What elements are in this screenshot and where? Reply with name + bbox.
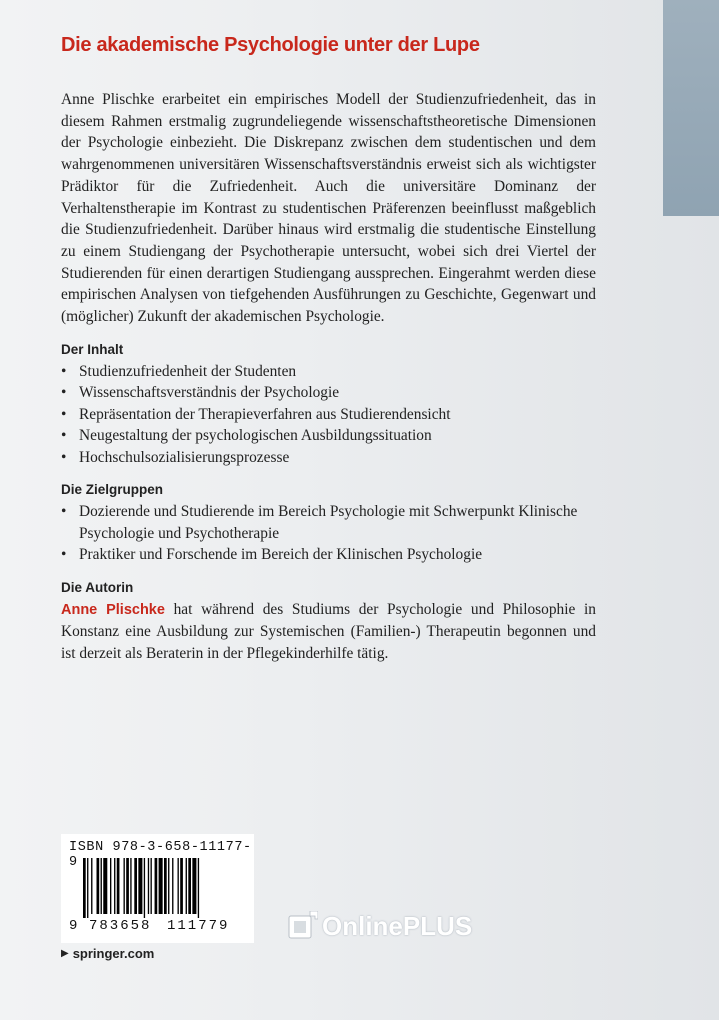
online-plus-icon	[288, 911, 318, 941]
barcode-digits	[61, 918, 254, 938]
list-item: • Studienzufriedenheit der Studenten	[61, 361, 596, 383]
section-heading-autorin: Die Autorin	[61, 579, 134, 595]
bullet-icon: •	[61, 427, 67, 445]
list-item: • Praktiker und Forschende im Bereich der Klinischen Psychologie	[61, 544, 596, 566]
inhalt-list	[61, 361, 596, 469]
list-item: • Repräsentation der Therapieverfahren aus Studierendensicht	[61, 404, 596, 426]
list-item: • Neugestaltung der psychologischen Ausbildungssituation	[61, 425, 596, 447]
springer-website-text: springer.com	[72, 946, 155, 961]
intro-paragraph: Anne Plischke erarbeitet ein empirisches Modell der Studienzufriedenheit, das in diesem Rahmen erstmalig zugrundeliegende wissenschaftstheoretische Dimensionen der Psychologie einbezieht. Die Diskrepanz zwischen dem studentischen und dem wahrgenommenen universitären Wissenschaftsverständnis erweist sich als wichtigster Prädiktor für die Zufriedenheit. Auch die universitäre Dominanz der Verhaltenstherapie im Kontrast zu studentischen Präferenzen beeinflusst maßgeblich die Studienzufriedenheit. Darüber hinaus wird erstmalig die studentische Einstellung zu einem Studiengang der Psychotherapie untersucht, wobei sich drei Viertel der Studierenden für einen derartigen Studiengang aussprechen. Eingerahmt werden diese empirischen Analysen von tiefgehenden Ausführungen zu Geschichte, Gegenwart und (möglicher) Zukunft der akademischen Psychologie.	[61, 91, 596, 326]
section-heading-inhalt: Der Inhalt	[61, 341, 124, 357]
bullet-icon: •	[61, 405, 67, 423]
barcode-digit-prefix: 9	[69, 918, 78, 934]
bullet-icon: •	[61, 384, 67, 402]
bullet-icon: •	[61, 503, 67, 521]
online-plus-word: Online	[322, 910, 403, 941]
online-plus-logo	[288, 908, 472, 944]
isbn-label: ISBN 978-3-658-11177-9	[69, 840, 252, 870]
barcode-digits-right: 111779	[167, 918, 230, 934]
bullet-icon: •	[61, 448, 67, 466]
author-paragraph	[61, 599, 596, 665]
author-name: Anne Plischke	[61, 601, 165, 618]
arrow-right-icon: ▶	[61, 948, 69, 959]
list-item: • Dozierende und Studierende im Bereich Psychologie mit Schwerpunkt Klinische Psychologie und Psychotherapie	[61, 503, 578, 542]
list-item: • Wissenschaftsverständnis der Psychologie	[61, 382, 596, 404]
bullet-icon: •	[61, 546, 67, 564]
online-plus-suffix: PLUS	[402, 910, 473, 941]
barcode-digits-left: 783658	[89, 918, 152, 934]
back-cover-content	[61, 34, 596, 665]
bullet-icon: •	[61, 362, 67, 380]
page-title: Die akademische Psychologie unter der Lupe	[61, 34, 480, 56]
isbn-barcode-box	[61, 834, 254, 943]
list-item: • Hochschulsozialisierungsprozesse	[61, 447, 596, 469]
barcode-icon	[83, 858, 243, 918]
author-bio: hat während des Studiums der Psychologie und Philosophie in Konstanz eine Ausbildung zur Systemischen (Familien-) Therapeutin begonnen und ist derzeit als Beraterin in der Pflegekinderhilfe tätig.	[61, 600, 596, 663]
cover-side-tab	[663, 0, 719, 216]
section-heading-zielgruppen: Die Zielgruppen	[61, 482, 164, 498]
springer-website-link[interactable]	[61, 946, 154, 961]
zielgruppen-list	[61, 501, 596, 566]
